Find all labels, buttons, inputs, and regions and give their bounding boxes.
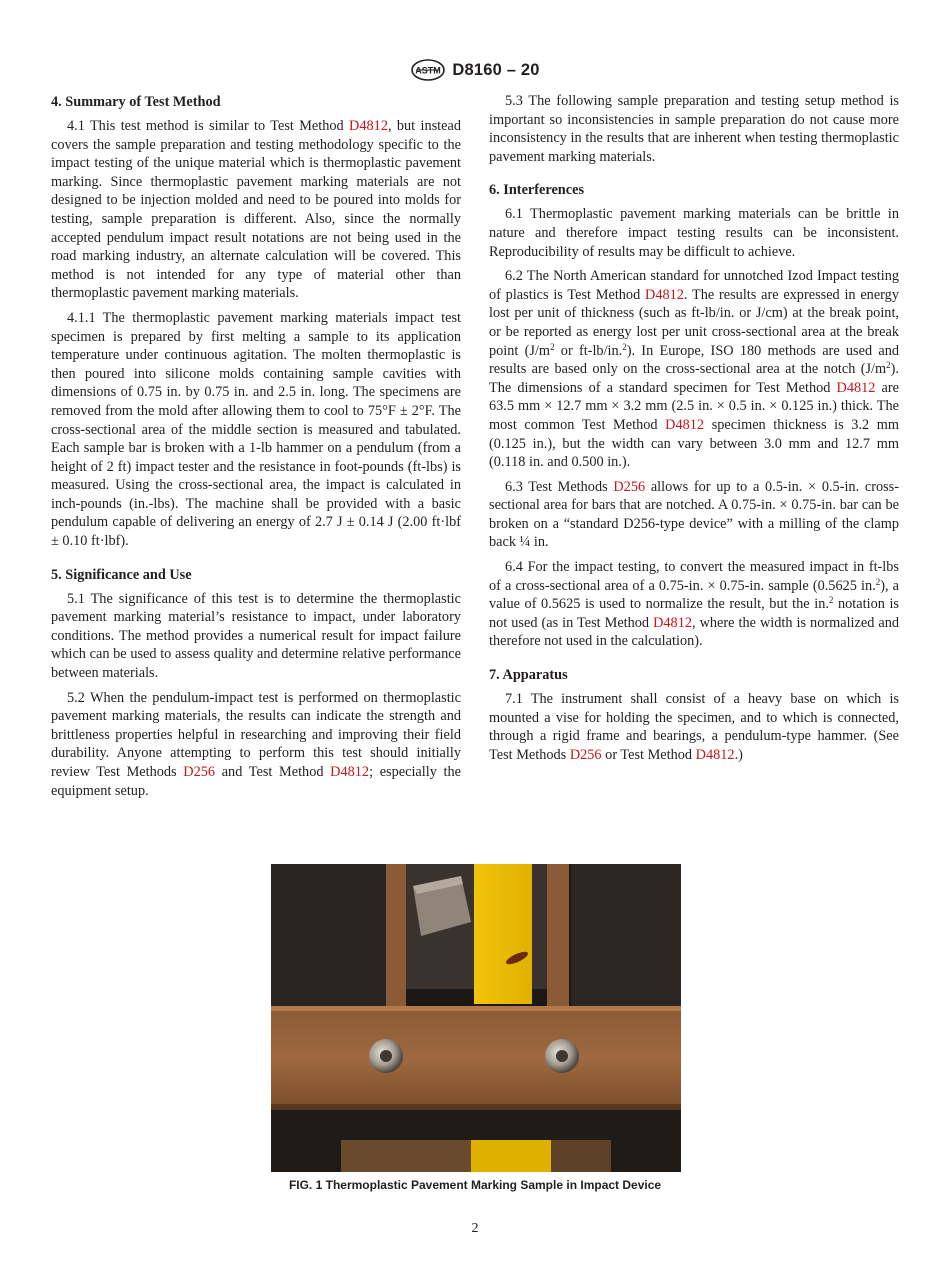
link-d256[interactable]: D256 (613, 478, 646, 495)
figure-1-caption: FIG. 1 Thermoplastic Pavement Marking Sample in Impact Device (288, 1178, 662, 1192)
link-d4812[interactable]: D4812 (665, 416, 705, 433)
paragraph-6-2: 6.2 The North American standard for unnotched Izod Impact testing of plastics is Test Method D4812. The results are expressed in energy lost per unit of thickness (such as ft-lb/in. or J/cm) at the break point, or be reported as energy lost per unit cross-sectional area at the break point ($J/m^2$ or ft-lb/in.$^2$). In Europe, ISO 180 methods are used and results are based only on the cross-sectional area at the notch $(J/m^2)$. The dimensions of a standard specimen for Test Method D4812 are 63.5 mm × 12.7 mm × 3.2 mm (2.5 in. × 0.5 in. × 0.125 in.) thick. The most common Test Method D4812 specimen thickness is 3.2 mm (0.125 in.), but the width can vary between 3.0 mm and 12.7 mm (0.118 in. and 0.500 in.). (489, 268, 900, 471)
paragraph-4-1: 4.1 This test method is similar to Test Method D4812, but instead covers the sample preparation and testing methodology specific to the impact testing of the unique material which is thermoplastic pavement marking. Since thermoplastic pavement marking materials are not designed to be injection molded and need to be poured into molds for testing, sample preparation is different. Also, since the normally accepted pendulum impact result notations are not being used in the road marking industry, an alternate calculation will be covered. This method is not intended for any type of material other than thermoplastic pavement marking materials. (51, 118, 461, 302)
paragraph-7-1: 7.1 The instrument shall consist of a heavy base on which is mounted a vise for holding the specimen, and to which is connected, through a rigid frame and bearings, a pendulum-type hammer. (See Test Methods D256 or Test Method D4812.) (489, 691, 899, 763)
paragraph-5-2: 5.2 When the pendulum-impact test is performed on thermoplastic pavement marking materials, the results can indicate the strength and brittleness properties helpful in researching and improving their field durability. Anyone attempting to perform this test should initially review Test Methods D256 and Test Method D4812; especially the equipment setup. (51, 689, 461, 799)
paragraph-4-1-1: 4.1.1 The thermoplastic pavement marking materials impact test specimen is prepared by first melting a sample to its application temperature under continuous agitation. The molten thermoplastic is then poured into silicone molds containing sample cavities with dimensions of 0.75 in. by 0.75 in. and 2.5 in. long. The specimens are removed from the mold after allowing them to cool to 75°F ± 2°F. The cross-sectional area of the middle section is measured and tabulated. Each sample bar is broken with a 1-lb hammer on a pendulum (from a height of 2 ft) impact tester and the resistance in foot-pounds (ft-lbs) is measured. Using the cross-sectional area, the impact is calculated in inch-pounds (in.-lbs). The machine shall be provided with a basic pendulum capable of delivering an energy of 2.7 J ± 0.14 J (2.00 ft·lbf ± 0.10 ft·lbf). (51, 309, 461, 550)
link-d4812[interactable]: D4812 (330, 764, 370, 780)
right-column (489, 92, 899, 764)
section-4-heading: 4. Summary of Test Method (51, 94, 221, 110)
left-column (51, 92, 461, 800)
section-6-heading: 6. Interferences (489, 182, 585, 199)
paragraph-6-4: 6.4 For the impact testing, to convert the measured impact in ft-lbs of a cross-sectional area of a 0.75-in. × 0.75-in. sample (0.5625 in.$^2$), a value of 0.5625 is used to normalize the result, but the in.$^2$ notation is not used (as in Test Method D4812, where the width is normalized and therefore not used in the calculation). (489, 559, 899, 650)
paragraph-5-1: 5.1 The significance of this test is to determine the thermoplastic pavement marking material’s resistance to impact, under laboratory conditions. The method provides a numerical result for impact failure which can be used to assess quality and determine relative performance between materials. (51, 590, 461, 682)
paragraph-5-3: 5.3 The following sample preparation and testing setup method is important so inconsistencies in sample preparation do not cause more inconsistency in the results that are inherent when testing thermoplastic pavement marking materials. (489, 93, 899, 165)
link-d4812[interactable]: D4812 (695, 746, 735, 763)
link-d256[interactable]: D256 (183, 764, 216, 780)
link-d256[interactable]: D256 (569, 746, 602, 763)
impact-device-photo (271, 864, 681, 1172)
paragraph-6-1: 6.1 Thermoplastic pavement marking materials can be brittle in nature and therefore impact testing results can be inconsistent. Reproducibility of results may be difficult to achieve. (489, 206, 899, 260)
astm-logo-text: ASTM (415, 65, 442, 76)
section-7-heading: 7. Apparatus (489, 667, 568, 684)
link-d4812[interactable]: D4812 (349, 118, 388, 134)
paragraph-6-3: 6.3 Test Methods D256 allows for up to a 0.5-in. × 0.5-in. cross-sectional area for bars that are notched. A 0.75-in. × 0.75-in. bar can be broken on a “standard D256-type device” with a milling of the clamp back ¼ in. (489, 478, 899, 551)
link-d4812[interactable]: D4812 (653, 614, 692, 631)
link-d4812[interactable]: D4812 (836, 379, 876, 396)
figure-1-photo (271, 864, 681, 1172)
standard-designation: D8160 – 20 (452, 60, 540, 79)
astm-logo-icon (410, 59, 446, 81)
link-d4812[interactable]: D4812 (645, 286, 684, 303)
page-header (0, 58, 950, 82)
page-number: 2 (471, 1221, 479, 1236)
section-5-heading: 5. Significance and Use (51, 566, 192, 583)
